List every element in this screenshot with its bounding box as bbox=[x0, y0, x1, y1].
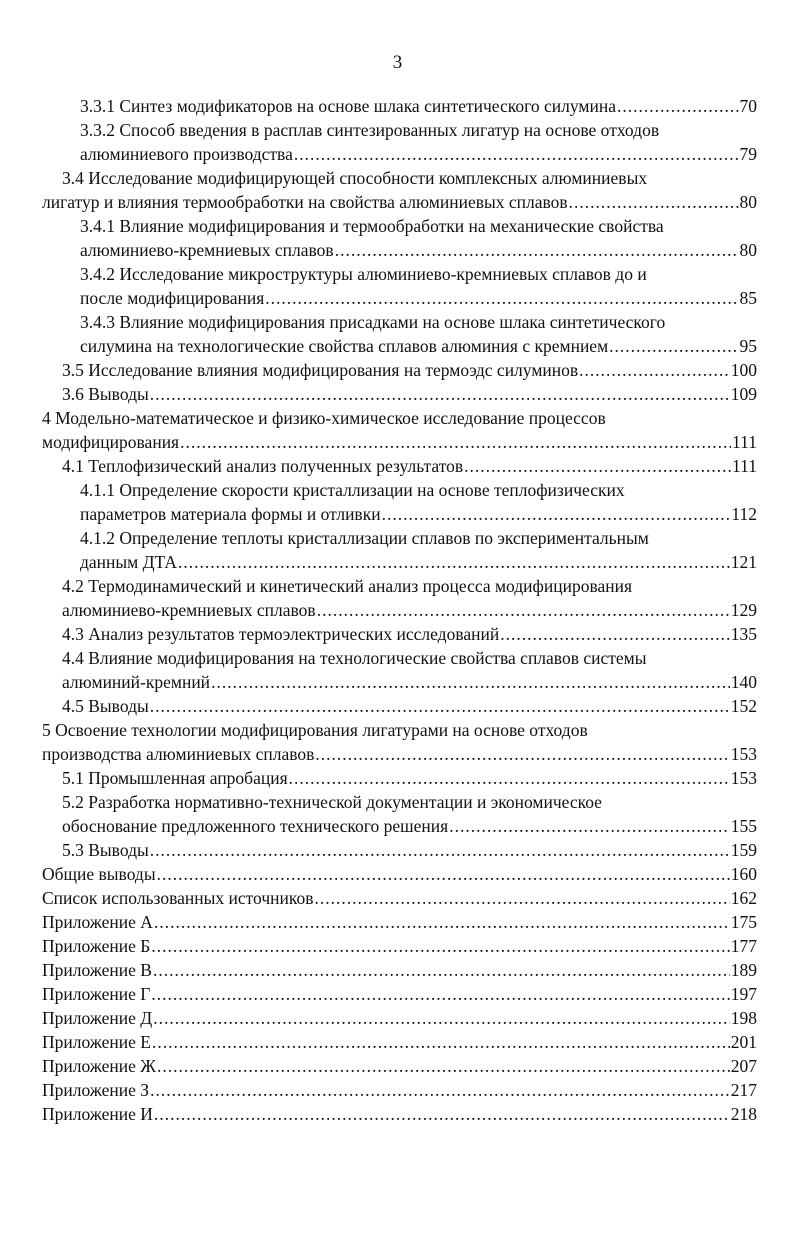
toc-page-number: 70 bbox=[739, 96, 757, 116]
toc-page-number: 152 bbox=[730, 696, 757, 716]
toc-page-number: 111 bbox=[732, 432, 757, 452]
toc-page-number: 140 bbox=[730, 672, 757, 692]
dot-leader bbox=[617, 94, 739, 118]
toc-entry-title: 5.1 Промышленная апробация bbox=[62, 768, 288, 788]
toc-page-number: 153 bbox=[730, 744, 757, 764]
toc-page-number: 79 bbox=[739, 144, 757, 164]
dot-leader bbox=[151, 982, 729, 1006]
toc-page-number: 112 bbox=[731, 504, 757, 524]
toc-page-number: 217 bbox=[730, 1080, 757, 1100]
dot-leader bbox=[152, 1030, 730, 1054]
toc-entry-title: 4.5 Выводы bbox=[62, 696, 149, 716]
toc-entry-title: Приложение А bbox=[42, 912, 153, 932]
toc-page-number: 175 bbox=[730, 912, 757, 932]
toc-page-number: 100 bbox=[730, 360, 757, 380]
dot-leader bbox=[150, 1078, 730, 1102]
toc-entry-title: 3.3.2 Способ введения в расплав синтезированных лигатур на основе отходов bbox=[80, 120, 660, 140]
toc-entry-title: 5.2 Разработка нормативно-технической документации и экономическое bbox=[62, 792, 602, 812]
dot-leader bbox=[449, 814, 730, 838]
toc-entry-title: 3.4.1 Влияние модифицирования и термообработки на механические свойства bbox=[80, 216, 664, 236]
toc-entry-title: 4.2 Термодинамический и кинетический анализ процесса модифицирования bbox=[62, 576, 633, 596]
toc-page-number: 129 bbox=[730, 600, 757, 620]
toc-page-number: 153 bbox=[730, 768, 757, 788]
toc-entry-title: Приложение И bbox=[42, 1104, 153, 1124]
toc-page-number: 177 bbox=[730, 936, 757, 956]
dot-leader bbox=[154, 1102, 730, 1126]
toc-page-number: 197 bbox=[730, 984, 757, 1004]
toc-entry-title: 4.4 Влияние модифицирования на технологические свойства сплавов системы bbox=[62, 648, 647, 668]
toc-page-number: 111 bbox=[732, 456, 757, 476]
toc-page-number: 109 bbox=[730, 384, 757, 404]
dot-leader bbox=[609, 334, 738, 358]
toc-page-number: 198 bbox=[730, 1008, 757, 1028]
toc-entry-title: 4.1.1 Определение скорости кристаллизации на основе теплофизических bbox=[80, 480, 625, 500]
dot-leader bbox=[464, 454, 731, 478]
toc-entry-title: 3.4.3 Влияние модифицирования присадками на основе шлака синтетического bbox=[80, 312, 666, 332]
toc-entry-title: модифицирования bbox=[42, 432, 180, 452]
page-number: 3 bbox=[392, 52, 403, 73]
dot-leader bbox=[150, 382, 730, 406]
toc-entry-title: Приложение Ж bbox=[42, 1056, 156, 1076]
toc-entry-title: 3.4.2 Исследование микроструктуры алюминиево-кремниевых сплавов до и bbox=[80, 264, 647, 284]
toc-page-number: 162 bbox=[730, 888, 757, 908]
toc-entry-title: Общие выводы bbox=[42, 864, 156, 884]
toc-entry-title: параметров материала формы и отливки bbox=[80, 504, 381, 524]
toc-entry-title: Список использованных источников bbox=[42, 888, 314, 908]
dot-leader bbox=[317, 598, 730, 622]
toc-entry-title: Приложение Г bbox=[42, 984, 151, 1004]
dot-leader bbox=[154, 910, 730, 934]
toc-entry-title: 3.6 Выводы bbox=[62, 384, 149, 404]
dot-leader bbox=[315, 886, 730, 910]
dot-leader bbox=[157, 862, 730, 886]
toc-entry-title: 5 Освоение технологии модифицирования лигатурами на основе отходов bbox=[42, 720, 588, 740]
dot-leader bbox=[294, 142, 739, 166]
toc-page-number: 80 bbox=[739, 240, 757, 260]
dot-leader bbox=[569, 190, 739, 214]
dot-leader bbox=[178, 550, 730, 574]
toc-entry-title: 4.3 Анализ результатов термоэлектрических исследований bbox=[62, 624, 500, 644]
toc-entry-title: обоснование предложенного технического решения bbox=[62, 816, 449, 836]
dot-leader bbox=[211, 670, 730, 694]
toc-entry-title: Приложение Д bbox=[42, 1008, 153, 1028]
toc-page-number: 201 bbox=[730, 1032, 757, 1052]
toc-entry-title: алюминиево-кремниевых сплавов bbox=[62, 600, 316, 620]
toc-entry-title: силумина на технологические свойства сплавов алюминия с кремнием bbox=[80, 336, 609, 356]
toc-entry-title: после модифицирования bbox=[80, 288, 265, 308]
toc-page-number: 85 bbox=[739, 288, 757, 308]
toc-page-number: 135 bbox=[730, 624, 757, 644]
toc-page-number: 80 bbox=[739, 192, 757, 212]
toc-page-number: 155 bbox=[730, 816, 757, 836]
toc-entry-title: Приложение В bbox=[42, 960, 152, 980]
toc-entry-title: алюминиево-кремниевых сплавов bbox=[80, 240, 334, 260]
dot-leader bbox=[150, 694, 730, 718]
dot-leader bbox=[382, 502, 731, 526]
toc-entry-title: алюминий-кремний bbox=[62, 672, 211, 692]
toc-entry-title: 4 Модельно-математическое и физико-химическое исследование процессов bbox=[42, 408, 606, 428]
dot-leader bbox=[157, 1054, 730, 1078]
toc-page-number: 121 bbox=[730, 552, 757, 572]
toc-page-number: 218 bbox=[730, 1104, 757, 1124]
toc-page-number: 159 bbox=[730, 840, 757, 860]
toc-entry-title: лигатур и влияния термообработки на свойства алюминиевых сплавов bbox=[42, 192, 568, 212]
toc-page-number: 207 bbox=[730, 1056, 757, 1076]
toc-entry-title: производства алюминиевых сплавов bbox=[42, 744, 315, 764]
dot-leader bbox=[265, 286, 738, 310]
toc-entry-title: 4.1 Теплофизический анализ полученных результатов bbox=[62, 456, 464, 476]
dot-leader bbox=[153, 958, 730, 982]
toc-page-number: 189 bbox=[730, 960, 757, 980]
dot-leader bbox=[151, 934, 729, 958]
toc-entry-title: алюминиевого производства bbox=[80, 144, 293, 164]
dot-leader bbox=[289, 766, 730, 790]
toc-entry-title: 3.5 Исследование влияния модифицирования на термоэдс силуминов bbox=[62, 360, 579, 380]
dot-leader bbox=[180, 430, 731, 454]
toc-entry-title: Приложение З bbox=[42, 1080, 150, 1100]
dot-leader bbox=[150, 838, 730, 862]
toc-entry-title: Приложение Е bbox=[42, 1032, 151, 1052]
toc-page-number: 160 bbox=[730, 864, 757, 884]
toc-entry-title: 3.4 Исследование модифицирующей способности комплексных алюминиевых bbox=[62, 168, 648, 188]
toc-entry-title: 4.1.2 Определение теплоты кристаллизации сплавов по экспериментальным bbox=[80, 528, 649, 548]
dot-leader bbox=[335, 238, 739, 262]
dot-leader bbox=[579, 358, 730, 382]
toc-entry-title: 5.3 Выводы bbox=[62, 840, 149, 860]
dot-leader bbox=[153, 1006, 730, 1030]
toc-entry-title: Приложение Б bbox=[42, 936, 151, 956]
toc-page-number: 95 bbox=[739, 336, 757, 356]
toc-entry-title: 3.3.1 Синтез модификаторов на основе шлака синтетического силумина bbox=[80, 96, 616, 116]
toc-entry-title: данным ДТА bbox=[80, 552, 178, 572]
dot-leader bbox=[500, 622, 730, 646]
dot-leader bbox=[315, 742, 729, 766]
